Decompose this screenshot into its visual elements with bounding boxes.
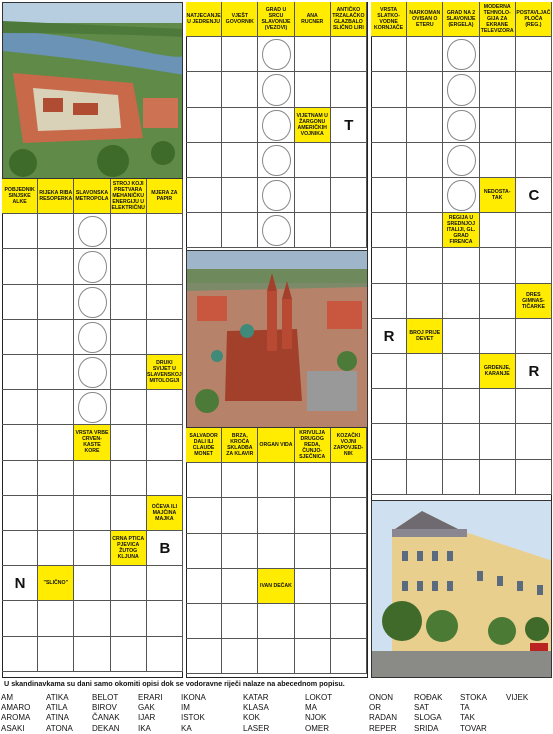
answer-cell[interactable]: [331, 604, 367, 639]
clue-cell: NEDOSTA-TAK: [480, 178, 516, 213]
answer-cell[interactable]: [516, 108, 552, 143]
answer-cell[interactable]: [331, 37, 367, 72]
answer-cell[interactable]: [222, 108, 258, 143]
word-item: KA: [181, 723, 192, 733]
answer-cell[interactable]: [371, 424, 407, 459]
circle-cell-marker: [447, 110, 475, 141]
answer-cell[interactable]: [2, 637, 38, 672]
answer-cell[interactable]: [74, 601, 110, 636]
answer-cell[interactable]: [516, 424, 552, 459]
answer-cell[interactable]: [443, 460, 479, 495]
word-item: DEKAN: [92, 723, 120, 733]
word-item: TA: [460, 703, 470, 713]
answer-cell[interactable]: [186, 108, 222, 143]
answer-cell[interactable]: [2, 390, 38, 425]
clue-cell: GRDENJE, KARANJE: [480, 354, 516, 389]
word-column: [369, 693, 397, 734]
answer-cell[interactable]: [258, 534, 294, 569]
clue-cell: GRAD U SRCU SLAVONIJE (VEZOVI): [258, 2, 294, 37]
answer-cell[interactable]: [186, 569, 222, 604]
clue-cell: VIJETNAM U ŽARGONU AMERIČKIH VOJNIKA: [295, 108, 331, 143]
word-item: SAT: [414, 703, 429, 713]
clue-cell: RIJEKA RIBA RESOPERKA: [38, 179, 74, 214]
answer-cell[interactable]: [295, 37, 331, 72]
word-item: ATILA: [46, 703, 68, 713]
answer-cell[interactable]: [295, 639, 331, 674]
answer-cell[interactable]: [480, 284, 516, 319]
answer-cell[interactable]: [516, 143, 552, 178]
answer-cell[interactable]: [480, 424, 516, 459]
word-column: [414, 693, 442, 734]
answer-cell[interactable]: [407, 213, 443, 248]
answer-cell[interactable]: [147, 214, 183, 249]
answer-cell[interactable]: [371, 178, 407, 213]
given-letter: C: [528, 187, 540, 205]
answer-cell[interactable]: [38, 425, 74, 460]
word-item: ERARI: [138, 693, 163, 702]
clue-cell: GRAD NA 2 SLAVONIJE (ERGELA): [443, 2, 479, 37]
clue-cell: SALVADOR DALI ILI CLAUDE MONET: [186, 428, 222, 463]
given-letter: B: [159, 540, 171, 558]
word-item: BIROV: [92, 703, 117, 713]
answer-cell[interactable]: [2, 531, 38, 566]
answer-cell[interactable]: [147, 637, 183, 672]
answer-cell[interactable]: [516, 460, 552, 495]
word-item: KATAR: [243, 693, 269, 702]
word-item: BELOT: [92, 693, 119, 702]
answer-cell[interactable]: [258, 463, 294, 498]
given-letter: N: [14, 575, 26, 593]
clue-cell: NARKOMAN OVISAN O ETERU: [407, 2, 443, 37]
answer-cell[interactable]: [516, 319, 552, 354]
answer-cell[interactable]: [186, 498, 222, 533]
answer-cell[interactable]: [2, 285, 38, 320]
answer-cell[interactable]: [480, 248, 516, 283]
answer-cell[interactable]: [111, 461, 147, 496]
answer-cell[interactable]: [407, 72, 443, 107]
word-item: ČANAK: [92, 713, 120, 723]
word-item: GAK: [138, 703, 155, 713]
yellow-building-photo: [371, 500, 552, 678]
word-item: OMER: [305, 723, 329, 733]
answer-cell[interactable]: [147, 249, 183, 284]
clue-cell: STROJ KOJI PRETVARA MEHANIČKU ENERGIJU U ELEKTRIČNU: [111, 179, 147, 214]
word-item: MA: [305, 703, 317, 713]
answer-cell[interactable]: [111, 496, 147, 531]
answer-cell[interactable]: [516, 213, 552, 248]
answer-cell[interactable]: [331, 534, 367, 569]
cathedral-aerial-photo: [186, 250, 368, 428]
answer-cell[interactable]: [74, 461, 110, 496]
answer-cell[interactable]: [147, 425, 183, 460]
word-column: [506, 693, 528, 703]
word-column: [92, 693, 120, 734]
answer-cell[interactable]: [186, 37, 222, 72]
answer-cell[interactable]: [516, 72, 552, 107]
answer-cell[interactable]: [295, 72, 331, 107]
answer-cell[interactable]: [443, 319, 479, 354]
word-item: VIJEK: [506, 693, 529, 702]
answer-cell[interactable]: [371, 248, 407, 283]
answer-cell[interactable]: [443, 389, 479, 424]
word-item: TAK: [460, 713, 475, 723]
given-letter: R: [383, 327, 395, 345]
answer-cell[interactable]: [147, 461, 183, 496]
answer-cell[interactable]: [111, 425, 147, 460]
clue-cell: VRSTA VRBE CRVEN-KASTE KORE: [74, 425, 110, 460]
answer-cell[interactable]: [222, 604, 258, 639]
answer-cell[interactable]: [407, 424, 443, 459]
answer-cell[interactable]: [331, 463, 367, 498]
answer-cell[interactable]: [111, 637, 147, 672]
answer-cell[interactable]: [222, 569, 258, 604]
answer-cell[interactable]: [2, 355, 38, 390]
answer-cell[interactable]: [38, 320, 74, 355]
answer-cell[interactable]: [222, 143, 258, 178]
answer-cell[interactable]: [407, 143, 443, 178]
word-column: [46, 693, 73, 734]
word-item: AM: [1, 693, 13, 702]
word-item: NJOK: [305, 713, 327, 723]
answer-cell[interactable]: [480, 460, 516, 495]
word-item: KLASA: [243, 703, 269, 713]
answer-cell[interactable]: [74, 637, 110, 672]
answer-cell[interactable]: [222, 463, 258, 498]
word-item: SRIDA: [414, 723, 439, 733]
answer-cell[interactable]: [111, 320, 147, 355]
answer-cell[interactable]: [443, 424, 479, 459]
word-column: [305, 693, 332, 734]
answer-cell[interactable]: [258, 604, 294, 639]
clue-cell: MJERA ZA PAPIR: [147, 179, 183, 214]
word-column: [1, 693, 30, 734]
circle-cell-marker: [262, 74, 290, 105]
word-item: ATONA: [46, 723, 73, 733]
answer-cell[interactable]: [516, 37, 552, 72]
answer-cell[interactable]: [111, 249, 147, 284]
answer-cell[interactable]: [407, 108, 443, 143]
answer-cell[interactable]: [371, 72, 407, 107]
answer-cell[interactable]: [331, 143, 367, 178]
clue-cell: NATJECANJE U JEDRENJU: [186, 2, 222, 37]
clue-cell: ANTIČKO TRZALAČKO GLAZBALO SLIČNO LIRI: [331, 2, 367, 37]
circle-cell-marker: [78, 216, 106, 247]
answer-cell[interactable]: [222, 72, 258, 107]
clue-cell: MODERNA TEHNOLO-GIJA ZA EKRANE TELEVIZORA: [480, 2, 516, 37]
answer-cell[interactable]: [295, 143, 331, 178]
answer-cell[interactable]: [295, 213, 331, 248]
circle-cell-marker: [262, 110, 290, 141]
answer-cell[interactable]: [2, 320, 38, 355]
answer-cell[interactable]: [222, 534, 258, 569]
answer-cell[interactable]: [111, 285, 147, 320]
word-item: ASAKI: [1, 723, 25, 733]
answer-cell[interactable]: [38, 601, 74, 636]
word-item: RADAN: [369, 713, 398, 723]
answer-cell[interactable]: [407, 37, 443, 72]
word-item: ATINA: [46, 713, 69, 723]
circle-cell-marker: [262, 215, 290, 246]
answer-cell[interactable]: [111, 601, 147, 636]
clue-cell: "SLIČNO": [38, 566, 74, 601]
word-item: REPER: [369, 723, 397, 733]
answer-cell[interactable]: [38, 390, 74, 425]
answer-cell[interactable]: [186, 213, 222, 248]
answer-cell[interactable]: [443, 284, 479, 319]
answer-cell[interactable]: [295, 178, 331, 213]
answer-cell[interactable]: [480, 389, 516, 424]
answer-cell[interactable]: [331, 569, 367, 604]
answer-cell[interactable]: [443, 248, 479, 283]
answer-cell[interactable]: [258, 639, 294, 674]
answer-cell[interactable]: [371, 284, 407, 319]
answer-cell[interactable]: [186, 604, 222, 639]
word-column: [138, 693, 162, 734]
answer-cell[interactable]: [222, 37, 258, 72]
answer-cell[interactable]: [2, 461, 38, 496]
word-item: IJAR: [138, 713, 156, 723]
answer-cell[interactable]: [443, 354, 479, 389]
clue-cell: ORGAN VIDA: [258, 428, 294, 463]
answer-cell[interactable]: [516, 248, 552, 283]
word-item: ONON: [369, 693, 393, 702]
answer-cell[interactable]: [38, 531, 74, 566]
answer-cell[interactable]: [295, 534, 331, 569]
answer-cell[interactable]: [480, 213, 516, 248]
word-item: ISTOK: [181, 713, 205, 723]
answer-cell[interactable]: [74, 566, 110, 601]
circle-cell-marker: [262, 145, 290, 176]
clue-cell: CRNA PTICA PJEVICA ŽUTOG KLJUNA: [111, 531, 147, 566]
answer-cell[interactable]: [147, 566, 183, 601]
given-letter: T: [344, 116, 354, 134]
answer-cell[interactable]: [38, 285, 74, 320]
clue-cell: POSTAVLJAČ PLOČA (REG.): [516, 2, 552, 37]
clue-cell: IVAN DEČAK: [258, 569, 294, 604]
given-letter: R: [528, 363, 540, 381]
answer-cell[interactable]: [331, 498, 367, 533]
answer-cell[interactable]: [371, 37, 407, 72]
answer-cell[interactable]: [186, 463, 222, 498]
answer-cell[interactable]: [295, 498, 331, 533]
town-aerial-photo: [2, 2, 183, 179]
answer-cell[interactable]: [331, 72, 367, 107]
word-column: [243, 693, 269, 734]
answer-cell[interactable]: [147, 390, 183, 425]
answer-cell[interactable]: [407, 460, 443, 495]
word-item: OR: [369, 703, 381, 713]
word-item: SLOGA: [414, 713, 442, 723]
circle-cell-marker: [78, 322, 106, 353]
answer-cell[interactable]: [186, 143, 222, 178]
circle-cell-marker: [78, 287, 106, 318]
word-item: LASER: [243, 723, 270, 733]
circle-cell-marker: [447, 39, 475, 70]
word-item: AROMA: [1, 713, 31, 723]
answer-cell[interactable]: [222, 498, 258, 533]
word-item: KOK: [243, 713, 260, 723]
answer-cell[interactable]: [2, 601, 38, 636]
answer-cell[interactable]: [295, 604, 331, 639]
answer-cell[interactable]: [407, 389, 443, 424]
clue-cell: VRSTA SLATKO-VODNE KORNJAČE: [371, 2, 407, 37]
answer-cell[interactable]: [74, 496, 110, 531]
answer-cell[interactable]: [38, 637, 74, 672]
answer-cell[interactable]: [222, 178, 258, 213]
answer-cell[interactable]: [38, 355, 74, 390]
answer-cell[interactable]: [371, 354, 407, 389]
word-item: IM: [181, 703, 190, 713]
answer-cell[interactable]: [371, 143, 407, 178]
answer-cell[interactable]: [38, 461, 74, 496]
answer-cell[interactable]: [480, 108, 516, 143]
answer-cell[interactable]: [186, 72, 222, 107]
circle-cell-marker: [262, 180, 290, 211]
clue-cell: ANA RUCNER: [295, 2, 331, 37]
answer-cell[interactable]: [147, 320, 183, 355]
answer-cell[interactable]: [186, 534, 222, 569]
answer-cell[interactable]: [186, 639, 222, 674]
word-item: TOVAR: [460, 723, 487, 733]
answer-cell[interactable]: [147, 601, 183, 636]
clue-cell: DRUKI SVIJET U SLAVENSKOJ MITOLOGIJI: [147, 355, 183, 390]
word-item: LOKOT: [305, 693, 333, 702]
answer-cell[interactable]: [111, 390, 147, 425]
answer-cell[interactable]: [295, 569, 331, 604]
answer-cell[interactable]: [222, 213, 258, 248]
answer-cell[interactable]: [371, 213, 407, 248]
answer-cell[interactable]: [371, 108, 407, 143]
clue-cell: VJEŠT GOVORNIK: [222, 2, 258, 37]
answer-cell[interactable]: [258, 498, 294, 533]
answer-cell[interactable]: [111, 214, 147, 249]
answer-cell[interactable]: [74, 531, 110, 566]
clue-cell: BRZA, KROĆA SKLADBA ZA KLAVIR: [222, 428, 258, 463]
circle-cell-marker: [78, 357, 106, 388]
answer-cell[interactable]: [111, 355, 147, 390]
answer-cell[interactable]: [295, 463, 331, 498]
answer-cell[interactable]: [222, 639, 258, 674]
answer-cell[interactable]: [2, 425, 38, 460]
clue-cell: KRIVULJA DRUGOG REDA, ČUNJO-SJEČNICA: [295, 428, 331, 463]
circle-cell-marker: [447, 180, 475, 211]
answer-cell[interactable]: [371, 389, 407, 424]
answer-cell[interactable]: [331, 639, 367, 674]
clue-cell: OČEVA ILI MAJČINA MAJKA: [147, 496, 183, 531]
clue-cell: BROJ PRIJE DEVET: [407, 319, 443, 354]
word-item: IKONA: [181, 693, 206, 702]
answer-cell[interactable]: [480, 72, 516, 107]
clue-cell: KOZAČKI VOJNI ZAPOVJED-NIK: [331, 428, 367, 463]
answer-cell[interactable]: [38, 496, 74, 531]
answer-cell[interactable]: [407, 284, 443, 319]
answer-cell[interactable]: [407, 248, 443, 283]
clue-cell: SLAVONSKA METROPOLA: [74, 179, 110, 214]
answer-cell[interactable]: [38, 249, 74, 284]
answer-cell[interactable]: [331, 213, 367, 248]
word-item: ATIKA: [46, 693, 69, 702]
answer-cell[interactable]: [480, 319, 516, 354]
circle-cell-marker: [78, 251, 106, 282]
circle-cell-marker: [78, 392, 106, 423]
answer-cell[interactable]: [480, 143, 516, 178]
clue-cell: DRES GIMNAS-TIČARKE: [516, 284, 552, 319]
answer-cell[interactable]: [516, 389, 552, 424]
circle-cell-marker: [262, 39, 290, 70]
answer-cell[interactable]: [407, 178, 443, 213]
answer-cell[interactable]: [407, 354, 443, 389]
answer-cell[interactable]: [2, 249, 38, 284]
answer-cell[interactable]: [331, 178, 367, 213]
word-item: IKA: [138, 723, 151, 733]
answer-cell[interactable]: [2, 214, 38, 249]
answer-cell[interactable]: [111, 566, 147, 601]
answer-cell[interactable]: [186, 178, 222, 213]
answer-cell[interactable]: [2, 496, 38, 531]
word-item: STOKA: [460, 693, 487, 702]
word-item: ROĐAK: [414, 693, 443, 702]
clue-cell: POBJEDNIK SINJSKE ALKE: [2, 179, 38, 214]
answer-cell[interactable]: [371, 460, 407, 495]
word-column: [460, 693, 487, 734]
circle-cell-marker: [447, 145, 475, 176]
clue-cell: REGIJA U SREDNJOJ ITALIJI, GL. GRAD FIRENCA: [443, 213, 479, 248]
answer-cell[interactable]: [480, 37, 516, 72]
answer-cell[interactable]: [38, 214, 74, 249]
instruction-text: U skandinavkama su dani samo okomiti opisi dok se vodoravne riječi nalaze na abecednom popisu.: [4, 679, 345, 688]
circle-cell-marker: [447, 74, 475, 105]
word-list: [0, 693, 553, 734]
word-column: [181, 693, 206, 734]
answer-cell[interactable]: [147, 285, 183, 320]
word-item: AMARO: [1, 703, 31, 713]
